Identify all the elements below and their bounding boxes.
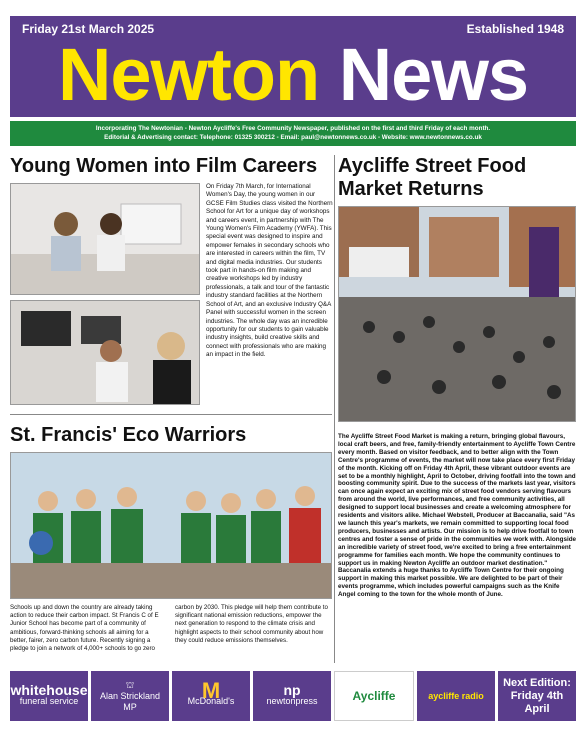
market-body: The Aycliffe Street Food Market is making a return, bringing global flavours, local craft beers, and free, family-friendly entertainment to Aycliffe Town Centre every month. Based on visitor feedback, and to better align with the Town Centre's programme of events, the market will now take place every first Friday of the month. Kicking off on Friday 4th April, these vibrant outdoor events are set to be a monthly highlight, April to October, driving footfall into the town and boosting community spirit. Due to the success of the markets last year, visitors can once again expect an exciting mix of street food vendors serving flavours from around the world, live performances, and free community activities, all designed to support local businesses and create a welcoming atmosphere for residents and visitors alike. Michael Webstell, Producer at Baccanalia, said "As we launch this year's markets, we remain committed to supporting local food producers, businesses and artists. Our mission is to help drive footfall to town centres and foster a sense of pride in the communities we work with. Alongside an incredible variety of street food, we're excited to bring a free entertainment programme for families each month. We hope the community continues to support us in making Newton Aycliffe an outdoor market destination." Baccanalia extends a huge thanks to Aycliffe Town Centre for their ongoing support in making this market possible. We are delighted to be part of their events programme, which includes powerful campaigns such as the Knife Angel coming to the town for the whole month of June.: [338, 433, 577, 599]
film-body: On Friday 7th March, for International Women's Day, the young women in our GCSE Film Studies class visited the Northern School for Art for a unique day of workshops and careers event, in partnership with The Young Women's Film Academy (YWFA). This special event was designed to inspire and empower females in secondary schools who are interested in careers within the film, TV and digital media industries. Our students took part in hands-on film making and creative workshops led by industry professionals, a talk and tour of the fantastic industry standard facilities at the Northern School of Art, and an exclusive Industry Q&A Panel with successful women in the screen industries. The whole day was an incredible opportunity for our students to gain valuable industry insights, build creative skills and connect with professionals who are making an impact in the field.: [206, 183, 333, 359]
eco-photo: [10, 452, 332, 599]
ad-whitehouse-name: whitehouse: [10, 682, 88, 698]
np-logo-icon: np: [283, 682, 301, 698]
established-label: Established 1948: [466, 22, 564, 36]
title-newton: Newton: [57, 33, 320, 116]
market-article: [338, 155, 576, 201]
ad-radio[interactable]: [417, 671, 495, 721]
issue-date: Friday 21st March 2025: [22, 22, 155, 36]
column-divider: [334, 155, 335, 663]
title-news: News: [338, 33, 529, 116]
next-edition-label: Next Edition:: [503, 676, 571, 689]
info-line-2: Editorial & Advertising contact: Telephone: 01325 300212 - Email: paul@newtonnews.co.uk - Website: www.newtonnews.co.uk: [104, 134, 482, 141]
golden-arches-icon: M: [201, 678, 221, 703]
article-divider: [10, 414, 332, 415]
ad-whitehouse[interactable]: [10, 671, 88, 721]
next-edition: [498, 671, 576, 721]
ad-newtonpress-name: newtonpress: [266, 696, 318, 706]
ad-mcdonalds-name: McDonald's: [187, 696, 235, 706]
footer-ads: [10, 671, 576, 721]
eco-headline: St. Francis' Eco Warriors: [10, 424, 247, 446]
portcullis-icon: ⛫: [125, 679, 135, 690]
ad-strickland-title: MP: [123, 701, 137, 712]
masthead: [10, 16, 576, 117]
eco-body: Schools up and down the country are already taking action to reduce their carbon impact. St Francis C of E Junior School has become part of a community of ambitious, forward-thinking schools all aiming for a better, fairer, zero carbon future. Recently signing a pledge to join a network of 4,000+ schools to go zero carbon by 2030. This pledge will help them contribute to significant national emission reductions, empower the next generation to respond to the climate crisis and highlight aspects to their school community about how they could reduce emissions themselves.: [10, 604, 328, 653]
next-edition-date: Friday 4th April: [510, 689, 564, 715]
ad-mcdonalds[interactable]: [172, 671, 250, 721]
film-photo-2: [10, 300, 200, 405]
ad-aycliffe-name: Aycliffe: [352, 688, 396, 703]
ad-whitehouse-sub: funeral service: [19, 696, 79, 706]
market-headline: Aycliffe Street Food Market Returns: [338, 155, 527, 200]
ad-radio-name: aycliffe radio: [428, 690, 484, 701]
newspaper-title: [10, 34, 576, 116]
ad-strickland-name: Alan Strickland: [99, 690, 161, 701]
info-line-1: Incorporating The Newtonian - Newton Aycliffe's Free Community Newspaper, published on the first and third Friday of each month.: [95, 125, 491, 132]
ad-aycliffe[interactable]: [334, 671, 414, 721]
info-bar: [10, 121, 576, 146]
eco-article: [10, 424, 246, 447]
ad-newtonpress[interactable]: [253, 671, 331, 721]
film-headline: Young Women into Film Careers: [10, 155, 318, 177]
film-photo-1: [10, 183, 200, 295]
ad-strickland[interactable]: [91, 671, 169, 721]
film-article: [10, 155, 332, 178]
market-photo: [338, 206, 576, 422]
